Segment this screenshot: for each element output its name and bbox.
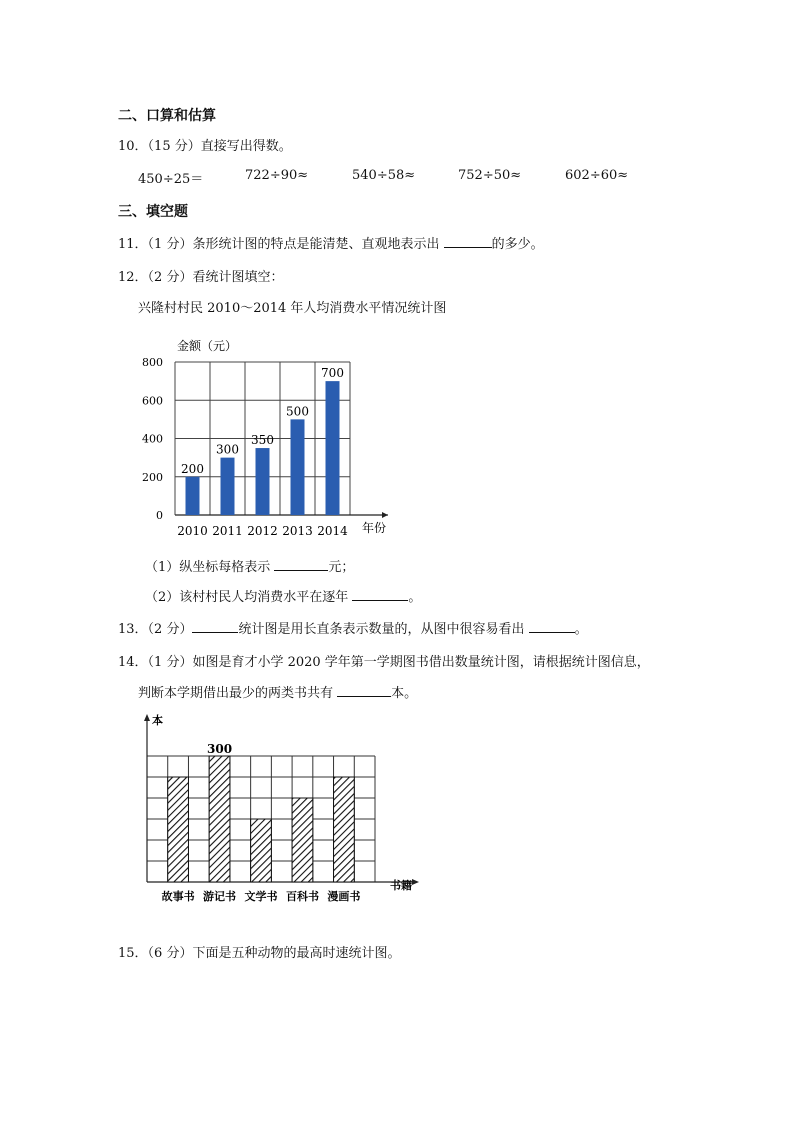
question-15 (118, 942, 400, 961)
question-14-line2 (138, 682, 417, 701)
question-13 (118, 618, 588, 637)
y-axis-label: 金额（元） (177, 339, 238, 353)
data-label: 300 (216, 442, 239, 457)
data-label: 500 (286, 404, 309, 419)
data-label: 200 (181, 461, 204, 476)
sub-question-end: 元； (328, 560, 355, 575)
question-text: 下面是五种动物的最高时速统计图。 (192, 946, 401, 961)
calc-item-4: 752÷50≈ (458, 168, 522, 183)
calc-item-2: 722÷90≈ (245, 168, 309, 183)
question-text: 判断本学期借出最少的两类书共有 (138, 686, 334, 701)
sub-question-end: 。 (408, 590, 422, 605)
sub-question-text: （1）纵坐标每格表示 (145, 560, 271, 575)
question-text-end: 的多少。 (491, 237, 544, 252)
question-score: （1 分） (147, 655, 193, 670)
answer-blank[interactable] (352, 588, 408, 601)
question-10 (118, 135, 292, 154)
question-text-end: 。 (574, 622, 588, 637)
y-tick-label: 600 (142, 394, 163, 408)
y-tick-label: 0 (156, 509, 163, 522)
question-number: 10． (118, 139, 148, 154)
y-axis-label: 本 (152, 714, 163, 727)
calc-item-3: 540÷58≈ (352, 168, 416, 183)
question-number: 14． (118, 655, 148, 670)
y-axis-arrow (144, 714, 150, 721)
question-number: 12． (118, 270, 148, 285)
question-score: （1 分） (147, 237, 193, 252)
question-score: （2 分） (147, 270, 193, 285)
question-text: 看统计图填空： (192, 270, 284, 285)
question-score: （2 分） (147, 622, 193, 637)
x-axis-arrow (412, 879, 419, 885)
x-tick-label: 2014 (317, 524, 348, 538)
data-label: 700 (321, 366, 344, 381)
answer-blank[interactable] (192, 620, 238, 633)
question-number: 11． (118, 237, 148, 252)
question-score: （6 分） (147, 946, 193, 961)
x-axis-label: 书籍 (390, 879, 412, 892)
question-text: 直接写出得数。 (200, 139, 292, 154)
calc-item-5: 602÷60≈ (565, 168, 629, 183)
bar-文学书 (251, 819, 272, 882)
bar-2010 (186, 477, 200, 515)
bar-2013 (291, 419, 305, 515)
answer-blank[interactable] (444, 235, 492, 248)
x-tick-label: 2012 (247, 524, 278, 538)
section-title-2: 二、口算和估算 (118, 108, 216, 124)
question-12-sub2 (145, 586, 421, 605)
question-text: 条形统计图的特点是能清楚、直观地表示出 (192, 237, 440, 252)
x-tick-label: 故事书 (161, 890, 195, 903)
question-text: 统计图是用长直条表示数量的，从图中很容易看出 (238, 622, 525, 637)
bar-漫画书 (334, 777, 355, 882)
y-tick-label: 200 (142, 470, 163, 484)
section-title-3: 三、填空题 (118, 204, 188, 220)
bar-2014 (326, 381, 340, 515)
question-text: 如图是育才小学 2020 学年第一学期图书借出数量统计图，请根据统计图信息， (192, 655, 650, 670)
answer-blank[interactable] (274, 558, 328, 571)
answer-blank[interactable] (529, 620, 575, 633)
x-tick-label: 文学书 (244, 890, 278, 903)
bar-故事书 (168, 777, 189, 882)
y-tick-label: 400 (142, 432, 163, 446)
question-11 (118, 233, 544, 252)
bar-游记书 (209, 756, 230, 882)
x-tick-label: 2011 (212, 524, 243, 538)
question-text-end: 本。 (391, 686, 418, 701)
x-tick-label: 2010 (177, 524, 208, 538)
bar-百科书 (292, 798, 313, 882)
chart-title: 兴隆村村民 2010～2014 年人均消费水平情况统计图 (138, 301, 447, 316)
consumption-bar-chart (130, 330, 400, 545)
x-tick-label: 2013 (282, 524, 313, 538)
book-borrow-bar-chart (140, 710, 425, 922)
answer-blank[interactable] (337, 684, 391, 697)
x-tick-label: 游记书 (203, 890, 237, 903)
question-12 (118, 266, 283, 285)
y-tick-label: 800 (142, 356, 163, 369)
question-12-sub1 (145, 556, 354, 575)
question-number: 15． (118, 946, 148, 961)
x-axis-arrow (382, 512, 388, 518)
sub-question-text: （2）该村村民人均消费水平在逐年 (145, 590, 349, 605)
x-tick-label: 百科书 (285, 890, 319, 903)
calc-item-1: 450÷25＝ (138, 172, 204, 187)
question-14 (118, 651, 650, 670)
bar-2012 (256, 448, 270, 515)
data-label: 350 (251, 433, 274, 448)
question-score: （15 分） (147, 139, 201, 154)
x-axis-label: 年份 (362, 521, 387, 535)
bar-2011 (221, 458, 235, 515)
data-label: 300 (207, 742, 233, 756)
question-number: 13． (118, 622, 148, 637)
x-tick-label: 漫画书 (327, 890, 361, 903)
